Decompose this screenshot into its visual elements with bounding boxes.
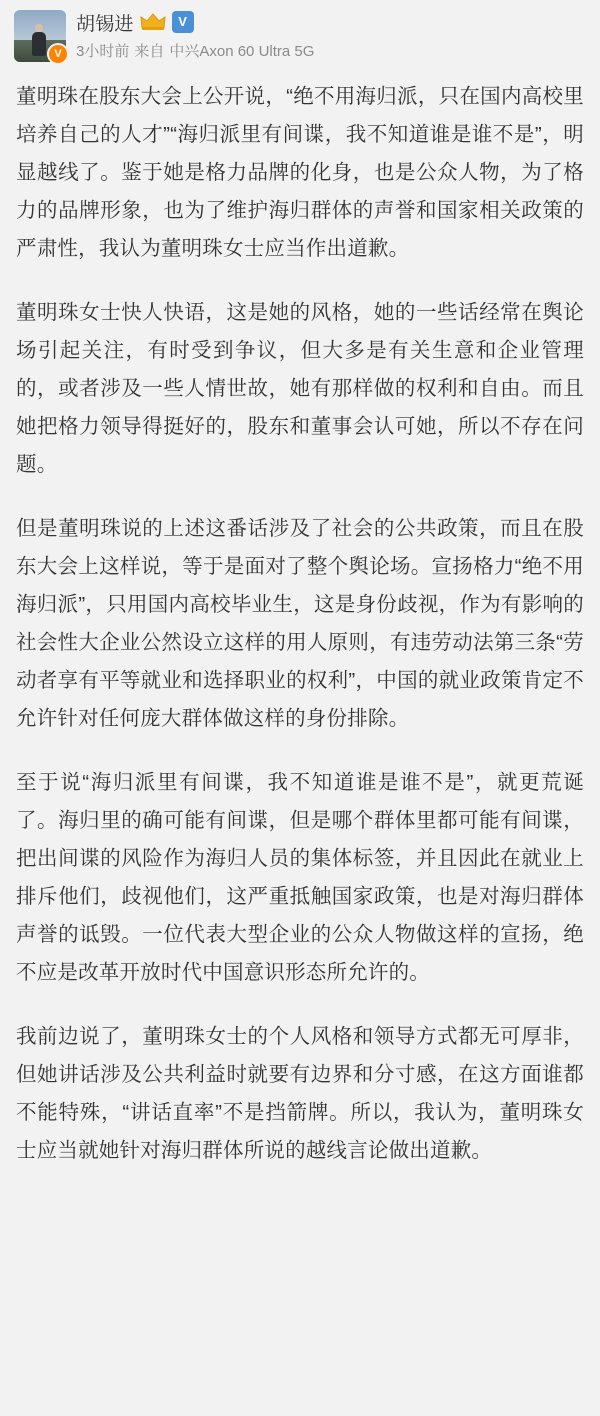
post-header — [0, 0, 600, 68]
source-device[interactable]: 中兴Axon 60 Ultra 5G — [169, 43, 315, 60]
post-submeta — [76, 40, 590, 61]
verified-badge-icon: V — [47, 43, 69, 65]
post-paragraph: 董明珠在股东大会上公开说，“绝不用海归派，只在国内高校里培养自己的人才”“海归派里有间谍，我不知道谁是谁不是”，明显越线了。鉴于她是格力品牌的化身，也是公众人物，为了格力的品牌形象，也为了维护海归群体的声誉和国家相关政策的严肃性，我认为董明珠女士应当作出道歉。 — [16, 85, 584, 260]
author-name[interactable]: 胡锡进 — [76, 13, 134, 35]
post-paragraph: 我前边说了，董明珠女士的个人风格和领导方式都无可厚非，但她讲话涉及公共利益时就要有边界和分寸感，在这方面谁都不能特殊，“讲话直率”不是挡箭牌。所以，我认为，董明珠女士应当就她针对海归群体所说的越线言论做出道歉。 — [16, 1025, 584, 1162]
author-row — [76, 9, 590, 35]
post-timestamp: 3小时前 — [76, 43, 130, 60]
post-paragraph: 董明珠女士快人快语，这是她的风格，她的一些话经常在舆论场引起关注，有时受到争议，但大多是有关生意和企业管理的，或者涉及一些人情世故，她有那样做的权利和自由。而且她把格力领导得挺好的，股东和董事会认可她，所以不存在问题。 — [16, 301, 584, 476]
crown-icon — [140, 12, 166, 32]
post-paragraph: 至于说“海归派里有间谍，我不知道谁是谁不是”，就更荒诞了。海归里的确可能有间谍，但是哪个群体里都可能有间谍，把出间谍的风险作为海归人员的集体标签，并且因此在就业上排斥他们，歧视他们，这严重抵触国家政策，也是对海归群体声誉的诋毁。一位代表大型企业的公众人物做这样的宣扬，绝不应是改革开放时代中国意识形态所允许的。 — [16, 771, 584, 984]
avatar[interactable] — [14, 10, 66, 62]
post-paragraph: 但是董明珠说的上述这番话涉及了社会的公共政策，而且在股东大会上这样说，等于是面对了整个舆论场。宣扬格力“绝不用海归派”，只用国内高校毕业生，这是身份歧视，作为有影响的社会性大企业公然设立这样的用人原则，有违劳动法第三条“劳动者享有平等就业和选择职业的权利”，中国的就业政策肯定不允许针对任何庞大群体做这样的身份排除。 — [16, 517, 584, 730]
source-prefix: 来自 — [134, 43, 165, 60]
post-content — [0, 68, 600, 1190]
member-badge-icon[interactable]: V — [172, 11, 194, 33]
avatar-person — [32, 32, 46, 56]
post-meta — [76, 8, 590, 61]
